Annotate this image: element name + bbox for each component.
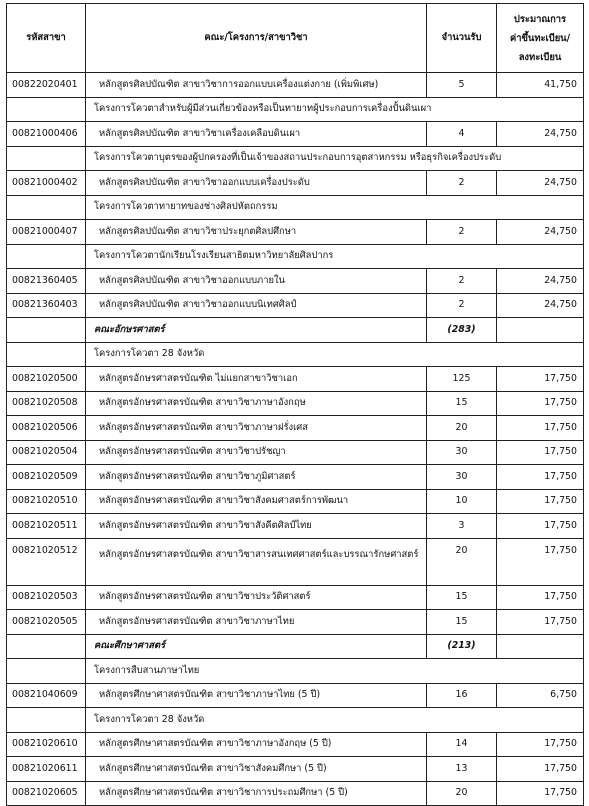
section-row [7,244,584,269]
program-name: หลักสูตรศิลปบัณฑิต สาขาวิชาออกแบบเครื่องประดับ [86,171,427,196]
branch-code: 00821020500 [7,367,86,392]
empty-cell [7,659,86,684]
empty-cell [7,634,86,659]
fee-amount: 24,750 [497,269,584,294]
fee-amount: 17,750 [497,440,584,465]
program-name: หลักสูตรอักษรศาสตรบัณฑิต สาขาวิชาประวัติศาสตร์ [86,585,427,610]
program-name: หลักสูตรศิลปบัณฑิต สาขาวิชาออกแบบภายใน [86,269,427,294]
program-name: หลักสูตรศิลปบัณฑิต สาขาวิชาการออกแบบเครื่องแต่งกาย (เพิ่มพิเศษ) [86,73,427,98]
program-name: หลักสูตรศิลปบัณฑิต สาขาวิชาออกแบบนิเทศศิลป์ [86,293,427,318]
program-name: หลักสูตรอักษรศาสตรบัณฑิต สาขาวิชาปรัชญา [86,440,427,465]
empty-cell [497,318,584,343]
quota-value: 30 [427,465,497,490]
header-amount-line-3: ลงทะเบียน [518,51,562,63]
program-name: หลักสูตรอักษรศาสตรบัณฑิต สาขาวิชาภาษาไทย [86,610,427,635]
empty-cell [7,342,86,367]
program-name: หลักสูตรอักษรศาสตรบัณฑิต สาขาวิชาภาษาฝรั่งเศส [86,416,427,441]
quota-value: 2 [427,220,497,245]
section-title: โครงการโควตาบุตรของผู้ปกครองที่เป็นเจ้าของสถานประกอบการอุตสาหกรรม หรือธุรกิจเครื่องประดับ [86,146,584,171]
quota-value: 30 [427,440,497,465]
quota-value: 20 [427,416,497,441]
fee-amount: 17,750 [497,367,584,392]
quota-value: 3 [427,514,497,539]
header-amount-line-2: ค่าขึ้นทะเบียน/ [509,32,571,44]
admission-table [6,3,584,806]
section-title: โครงการโควตา 28 จังหวัด [86,708,584,733]
empty-cell [497,634,584,659]
table-row [7,757,584,782]
fee-amount: 41,750 [497,73,584,98]
program-name: หลักสูตรอักษรศาสตรบัณฑิต ไม่แยกสาขาวิชาเอก [86,367,427,392]
empty-cell [7,146,86,171]
fee-amount: 17,750 [497,757,584,782]
fee-amount: 17,750 [497,732,584,757]
branch-code: 00821020506 [7,416,86,441]
table-row [7,514,584,539]
table-row [7,122,584,147]
section-row [7,97,584,122]
branch-code: 00821020503 [7,585,86,610]
program-name: หลักสูตรอักษรศาสตรบัณฑิต สาขาวิชาสังคมศาสตร์การพัฒนา [86,489,427,514]
section-title: โครงการสืบสานภาษาไทย [86,659,584,684]
empty-cell [7,244,86,269]
section-row [7,342,584,367]
faculty-row [7,634,584,659]
table-row [7,391,584,416]
branch-code: 00821020509 [7,465,86,490]
program-name: หลักสูตรอักษรศาสตรบัณฑิต สาขาวิชาภูมิศาสตร์ [86,465,427,490]
branch-code: 00821020610 [7,732,86,757]
table-row [7,367,584,392]
table-row [7,683,584,708]
program-name: หลักสูตรศึกษาศาสตรบัณฑิต สาขาวิชาภาษาไทย (5 ปี) [86,683,427,708]
program-name: หลักสูตรอักษรศาสตรบัณฑิต สาขาวิชาภาษาอังกฤษ [86,391,427,416]
faculty-name: คณะอักษรศาสตร์ [86,318,427,343]
program-name: หลักสูตรศิลปบัณฑิต สาขาวิชาเครื่องเคลือบดินเผา [86,122,427,147]
branch-code: 00821360405 [7,269,86,294]
quota-value: 14 [427,732,497,757]
section-title: โครงการโควตานักเรียนโรงเรียนสาธิตมหาวิทยาลัยศิลปากร [86,244,584,269]
fee-amount: 17,750 [497,489,584,514]
branch-code: 00822020401 [7,73,86,98]
branch-code: 00821000406 [7,122,86,147]
branch-code: 00821040609 [7,683,86,708]
faculty-total: (283) [427,318,497,343]
quota-value: 5 [427,73,497,98]
fee-amount: 17,750 [497,514,584,539]
branch-code: 00821000402 [7,171,86,196]
branch-code: 00821020508 [7,391,86,416]
program-name: หลักสูตรศิลปบัณฑิต สาขาวิชาประยุกตศิลปศึกษา [86,220,427,245]
empty-cell [7,195,86,220]
table-row [7,489,584,514]
fee-amount: 17,750 [497,585,584,610]
fee-amount: 17,750 [497,538,584,585]
fee-amount: 24,750 [497,122,584,147]
table-row [7,440,584,465]
table-row [7,269,584,294]
quota-value: 20 [427,781,497,806]
section-title: โครงการโควตาทายาทของช่างศิลปหัตถกรรม [86,195,584,220]
table-body [7,73,584,806]
section-title: โครงการโควตา 28 จังหวัด [86,342,584,367]
table-row [7,416,584,441]
branch-code: 00821020505 [7,610,86,635]
table-row [7,171,584,196]
table-row [7,465,584,490]
fee-amount: 17,750 [497,781,584,806]
fee-amount: 24,750 [497,293,584,318]
program-name: หลักสูตรอักษรศาสตรบัณฑิต สาขาวิชาสารสนเทศศาสตร์และบรรณารักษศาสตร์ [86,538,427,585]
table-row [7,220,584,245]
empty-cell [7,708,86,733]
faculty-name: คณะศึกษาศาสตร์ [86,634,427,659]
empty-cell [7,318,86,343]
section-row [7,708,584,733]
quota-value: 15 [427,610,497,635]
fee-amount: 17,750 [497,465,584,490]
quota-value: 4 [427,122,497,147]
quota-value: 10 [427,489,497,514]
table-row [7,781,584,806]
branch-code: 00821360403 [7,293,86,318]
empty-cell [7,97,86,122]
section-row [7,146,584,171]
header-row [7,4,584,73]
quota-value: 125 [427,367,497,392]
branch-code: 00821020611 [7,757,86,782]
program-name: หลักสูตรศึกษาศาสตรบัณฑิต สาขาวิชาภาษาอังกฤษ (5 ปี) [86,732,427,757]
table-row [7,732,584,757]
fee-amount: 24,750 [497,171,584,196]
fee-amount: 24,750 [497,220,584,245]
header-amount [497,4,584,73]
program-name: หลักสูตรศึกษาศาสตรบัณฑิต สาขาวิชาสังคมศึกษา (5 ปี) [86,757,427,782]
quota-value: 2 [427,269,497,294]
program-name: หลักสูตรศึกษาศาสตรบัณฑิต สาขาวิชาการประถมศึกษา (5 ปี) [86,781,427,806]
section-title: โครงการโควตาสำหรับผู้มีส่วนเกี่ยวข้องหรือเป็นทายาทผู้ประกอบการเครื่องปั้นดินเผา [86,97,584,122]
header-program: คณะ/โครงการ/สาขาวิชา [86,4,427,73]
table-row [7,610,584,635]
quota-value: 2 [427,171,497,196]
branch-code: 00821020605 [7,781,86,806]
branch-code: 00821000407 [7,220,86,245]
program-name: หลักสูตรอักษรศาสตรบัณฑิต สาขาวิชาสังคีตศิลป์ไทย [86,514,427,539]
quota-value: 16 [427,683,497,708]
fee-amount: 17,750 [497,610,584,635]
branch-code: 00821020510 [7,489,86,514]
faculty-total: (213) [427,634,497,659]
header-amount-line-1: ประมาณการ [513,13,567,25]
section-row [7,659,584,684]
header-code: รหัสสาขา [7,4,86,73]
table-row [7,585,584,610]
branch-code: 00821020512 [7,538,86,585]
branch-code: 00821020504 [7,440,86,465]
quota-value: 15 [427,391,497,416]
fee-amount: 17,750 [497,391,584,416]
table-row [7,73,584,98]
fee-amount: 6,750 [497,683,584,708]
fee-amount: 17,750 [497,416,584,441]
table-row [7,293,584,318]
header-quota: จำนวนรับ [427,4,497,73]
quota-value: 15 [427,585,497,610]
table-row [7,538,584,585]
quota-value: 20 [427,538,497,585]
faculty-row [7,318,584,343]
quota-value: 13 [427,757,497,782]
quota-value: 2 [427,293,497,318]
branch-code: 00821020511 [7,514,86,539]
section-row [7,195,584,220]
